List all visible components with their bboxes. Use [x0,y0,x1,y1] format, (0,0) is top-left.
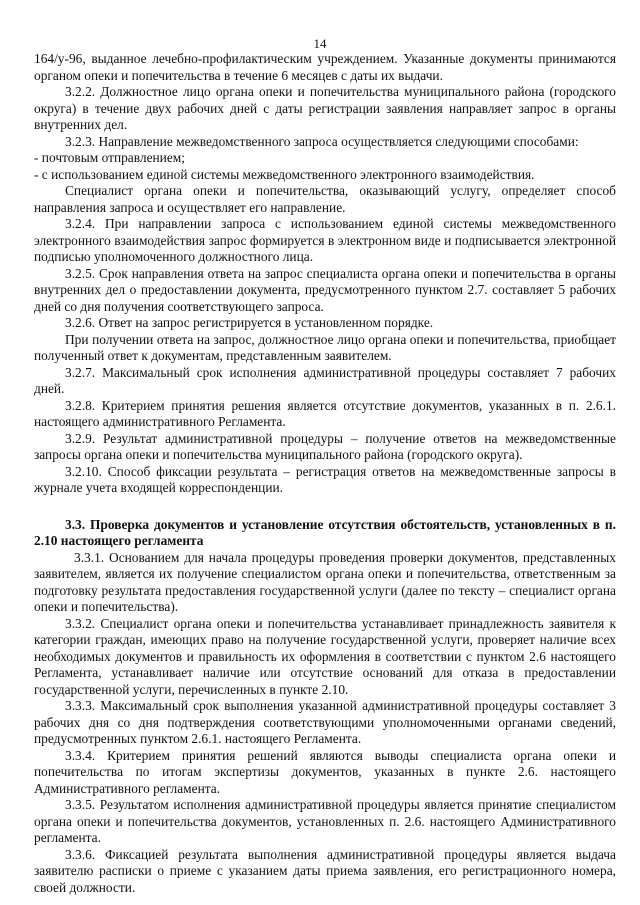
section-heading-3-3: 3.3. Проверка документов и установление отсутствия обстоятельств, установленных в п. 2.10 настоящего регламента [34,516,616,548]
paragraph-3-3-2: 3.3.2. Специалист органа опеки и попечительства устанавливает принадлежность заявителя к категории граждан, имеющих право на получение государственной услуги, проверяет наличие всех необходимых документов и правильность их оформления в соответствии с пунктом 2.6 настоящего Регламента, устанавливает наличие или отсутствие оснований для отказа в предоставлении государственной услуги, перечисленных в пункте 2.10. [34,615,616,697]
paragraph-3-3-1: 3.3.1. Основанием для начала процедуры проведения проверки документов, представленных заявителем, является их получение специалистом органа опеки и попечительства, ответственным за подготовку результата предоставления государственной услуги (далее по тексту – специалист органа опеки и попечительства). [34,549,616,614]
paragraph-3-3-4: 3.3.4. Критерием принятия решений являются выводы специалиста органа опеки и попечительства по итогам экспертизы документов, указанных в пункте 2.6. настоящего Административного регламента. [34,747,616,796]
paragraph-specialist-method: Специалист органа опеки и попечительства, оказывающий услугу, определяет способ направления запроса и осуществляет его направление. [34,183,616,215]
paragraph-3-2-7: 3.2.7. Максимальный срок исполнения административной процедуры составляет 7 рабочих дней. [34,364,616,396]
paragraph-3-2-4: 3.2.4. При направлении запроса с использованием единой системы межведомственного электронного взаимодействия запрос формируется в электронном виде и подписывается электронной подписью уполномоченного должностного лица. [34,216,616,264]
paragraph-response-received: При получении ответа на запрос, должностное лицо органа опеки и попечительства, приобщает полученный ответ к документам, представленным заявителем. [34,331,616,363]
list-item-mail: - почтовым отправлением; [34,150,185,165]
page-number: 14 [313,36,327,51]
paragraph-3-2-9: 3.2.9. Результат административной процедуры – получение ответов на межведомственные запросы органа опеки и попечительства муниципального района (городского округа). [34,430,616,462]
paragraph-3-2-8: 3.2.8. Критерием принятия решения является отсутствие документов, указанных в п. 2.6.1. настоящего административного Регламента. [34,397,616,429]
paragraph-3-3-5: 3.3.5. Результатом исполнения административной процедуры является принятие специалистом органа опеки и попечительства документов, установленных п. 2.6. настоящего Административного регламента. [34,797,616,845]
paragraph-3-3-3: 3.3.3. Максимальный срок выполнения указанной административной процедуры составляет 3 рабочих дня со дня подтверждения соответствующими уполномоченными органами сведений, предусмотренных пунктом 2.6.1. настоящего Регламента. [34,698,616,746]
paragraph-3-2-10: 3.2.10. Способ фиксации результата – регистрация ответов на межведомственные запросы в журнале учета входящей корреспонденции. [34,463,616,495]
paragraph-3-2-6: 3.2.6. Ответ на запрос регистрируется в установленном порядке. [65,315,434,330]
paragraph-continuation: 164/у-96, выданное лечебно-профилактическим учреждением. Указанные документы принимаются органом опеки и попечительства в течение 6 месяцев с даты их выдачи. [34,51,616,83]
paragraph-3-2-5: 3.2.5. Срок направления ответа на запрос специалиста органа опеки и попечительства в органы внутренних дел о предоставлении документа, предусмотренного пунктом 2.7. составляет 5 рабочих дней со дня получения соответствующего запроса. [34,265,616,314]
paragraph-3-3-6: 3.3.6. Фиксацией результата выполнения административной процедуры является выдача заявителю расписки о приеме с указанием даты приема заявления, его регистрационного номера, своей должности. [34,846,616,895]
paragraph-3-2-3: 3.2.3. Направление межведомственного запроса осуществляется следующими способами: [65,133,579,149]
list-item-electronic: - с использованием единой системы межведомственного электронного взаимодействия. [34,166,535,182]
paragraph-3-2-2: 3.2.2. Должностное лицо органа опеки и попечительства муниципального района (городского округа) в течение двух рабочих дней с даты регистрации заявления направляет запрос в органы внутренних дел. [34,84,616,132]
page-body [34,51,616,896]
